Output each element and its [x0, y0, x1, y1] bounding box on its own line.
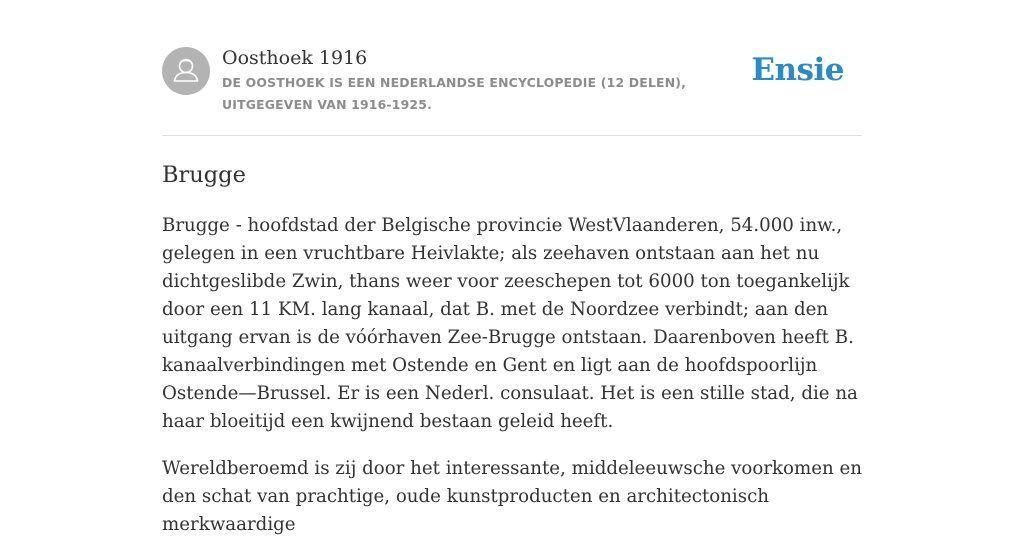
article-paragraph: Wereldberoemd is zij door het interessante, middeleeuwsche voorkomen en den schat van prachtige, oude kunstproducten en architectonisch merkwaardige [162, 458, 862, 535]
source-title[interactable]: Oosthoek 1916 [222, 47, 368, 69]
page-title: Brugge [162, 162, 246, 188]
article-paragraph: Brugge - hoofdstad der Belgische provincie WestVlaanderen, 54.000 inw., gelegen in een vruchtbare Heivlakte; als zeehaven ontstaan aan het nu dichtgeslibde Zwin, thans weer voor zeeschepen tot 6000 ton toegankelijk door een 11 KM. lang kanaal, dat B. met de Noordzee verbindt; aan den uitgang ervan is de vóórhaven Zee-Brugge ontstaan. Daarenboven heeft B. kanaalverbindingen met Ostende en Gent en ligt aan de hoofdspoorlijn Ostende—Brussel. Er is een Nederl. consulaat. Het is een stille stad, die na haar bloeitijd een kwijnend bestaan geleid heeft. [162, 215, 858, 432]
user-silhouette-icon [162, 47, 210, 95]
avatar[interactable] [162, 47, 210, 95]
article-body [162, 212, 862, 558]
ensie-logo[interactable]: Ensie [751, 52, 844, 88]
source-description: DE OOSTHOEK IS EEN NEDERLANDSE ENCYCLOPEDIE (12 DELEN), UITGEGEVEN VAN 1916-1925. [222, 75, 687, 112]
source-header [162, 46, 862, 136]
